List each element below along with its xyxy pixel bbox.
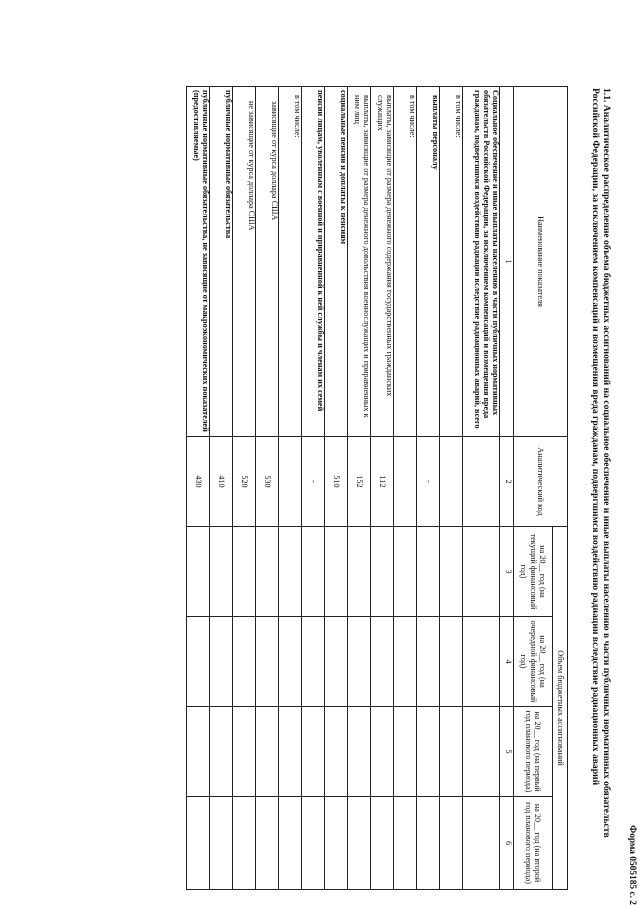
row-value-cell: [440, 617, 463, 707]
row-value-cell: [394, 527, 417, 617]
row-value-cell: [233, 707, 256, 797]
table-row: [279, 87, 302, 890]
row-value-cell: [279, 797, 302, 890]
row-indicator-name: Социальное обеспечение и иные выплаты населению в части публичных нормативных обязательств Российской Федерации, за исключением компенсаций и возмещения вреда гражданам, подвергшимся воздействию радиации вследствие радиационных аварий, всего: [463, 87, 500, 437]
table-row: [463, 87, 500, 890]
row-value-cell: [279, 527, 302, 617]
row-value-cell: [394, 707, 417, 797]
row-value-cell: [302, 617, 325, 707]
row-indicator-name: пенсии лицам, уволенным с военной и приравненной к ней службы и членам их семей: [302, 87, 325, 437]
row-indicator-name: социальные пенсии и доплаты к пенсиям: [325, 87, 348, 437]
row-value-cell: [210, 707, 233, 797]
section-caption: 1.1. Аналитическое распределение объема бюджетных ассигнований на социальное обеспечение и иные выплаты населению в части публичных нормативных обязательств Российской Федерации, за исключением компенсаций и возмещения вреда гражданам, подвергшимся воздействию радиации вследствие радиационных аварий: [589, 88, 612, 838]
header-indicator-name: Наименование показателя: [514, 87, 568, 437]
row-value-cell: [256, 797, 279, 890]
row-analytical-code: [279, 437, 302, 527]
row-value-cell: [279, 617, 302, 707]
row-value-cell: [394, 797, 417, 890]
row-value-cell: [233, 797, 256, 890]
row-value-cell: [302, 707, 325, 797]
row-value-cell: [463, 527, 500, 617]
table-row: [394, 87, 417, 890]
table-body: [187, 87, 500, 890]
row-value-cell: [256, 617, 279, 707]
header-col4: на 20__ год (на очередной финансовый год): [514, 617, 553, 707]
table-row: [210, 87, 233, 890]
row-indicator-name: публичные нормативные обязательства: [210, 87, 233, 437]
table-row: [371, 87, 394, 890]
row-indicator-name: в том числе:: [394, 87, 417, 437]
row-analytical-code: -: [417, 437, 440, 527]
row-indicator-name: выплаты, зависящие от размера денежного довольствия военнослужащих и приравненных к ним лиц: [348, 87, 371, 437]
row-value-cell: [463, 797, 500, 890]
row-analytical-code: [440, 437, 463, 527]
table-row: [417, 87, 440, 890]
row-analytical-code: [394, 437, 417, 527]
row-indicator-name: не зависящие от курса доллара США: [233, 87, 256, 437]
row-value-cell: [187, 797, 210, 890]
row-value-cell: [417, 527, 440, 617]
row-value-cell: [210, 527, 233, 617]
row-value-cell: [325, 707, 348, 797]
row-value-cell: [187, 527, 210, 617]
row-value-cell: [371, 527, 394, 617]
table-row: [348, 87, 371, 890]
column-number: 4: [500, 617, 514, 707]
row-value-cell: [348, 707, 371, 797]
row-value-cell: [348, 527, 371, 617]
row-value-cell: [279, 707, 302, 797]
row-value-cell: [348, 617, 371, 707]
row-indicator-name: выплаты, зависящие от размера денежного содержания государственных гражданских служащих: [371, 87, 394, 437]
column-number: 2: [500, 437, 514, 527]
table-row: [256, 87, 279, 890]
row-analytical-code: 430: [187, 437, 210, 527]
row-indicator-name: в том числе:: [440, 87, 463, 437]
header-col5: на 20__ год (на первый год планового периода): [514, 707, 553, 797]
row-value-cell: [233, 617, 256, 707]
row-indicator-name: публичные нормативные обязательства, не зависящие от макроэкономических показателей (предоставляемые): [187, 87, 210, 437]
row-value-cell: [210, 617, 233, 707]
row-indicator-name: в том числе:: [279, 87, 302, 437]
column-number: 6: [500, 797, 514, 890]
row-indicator-name: выплаты персоналу: [417, 87, 440, 437]
header-col3: на 20__ год (на текущий финансовый год): [514, 527, 553, 617]
row-analytical-code: 530: [256, 437, 279, 527]
row-analytical-code: -: [302, 437, 325, 527]
row-value-cell: [302, 527, 325, 617]
row-value-cell: [256, 527, 279, 617]
row-value-cell: [417, 797, 440, 890]
header-analytical-code: Аналитический код: [514, 437, 568, 527]
row-value-cell: [463, 707, 500, 797]
column-number: 3: [500, 527, 514, 617]
row-analytical-code: 410: [210, 437, 233, 527]
row-value-cell: [440, 527, 463, 617]
table-row: [302, 87, 325, 890]
row-analytical-code: 510: [325, 437, 348, 527]
row-value-cell: [394, 617, 417, 707]
allocation-table: [186, 86, 568, 890]
row-analytical-code: 112: [371, 437, 394, 527]
row-value-cell: [463, 617, 500, 707]
row-value-cell: [371, 617, 394, 707]
column-number: 5: [500, 707, 514, 797]
column-number: 1: [500, 87, 514, 437]
table-row: [325, 87, 348, 890]
row-analytical-code: 520: [233, 437, 256, 527]
row-analytical-code: [463, 437, 500, 527]
row-value-cell: [210, 797, 233, 890]
form-label: Форма 0505185 с. 2: [627, 825, 637, 905]
row-value-cell: [371, 707, 394, 797]
header-col6: на 20__ год (на второй год планового периода): [514, 797, 553, 890]
column-number-row: [500, 87, 514, 890]
row-value-cell: [325, 617, 348, 707]
row-value-cell: [325, 527, 348, 617]
row-value-cell: [187, 707, 210, 797]
table-row: [187, 87, 210, 890]
row-indicator-name: зависящие от курса доллара США: [256, 87, 279, 437]
header-volume-group: Объем бюджетных ассигнований: [553, 527, 568, 890]
row-value-cell: [440, 707, 463, 797]
row-value-cell: [417, 707, 440, 797]
row-value-cell: [417, 617, 440, 707]
row-value-cell: [187, 617, 210, 707]
table-row: [233, 87, 256, 890]
row-value-cell: [325, 797, 348, 890]
row-value-cell: [371, 797, 394, 890]
row-value-cell: [348, 797, 371, 890]
row-value-cell: [256, 707, 279, 797]
row-value-cell: [233, 527, 256, 617]
row-value-cell: [302, 797, 325, 890]
table-row: [440, 87, 463, 890]
row-analytical-code: 152: [348, 437, 371, 527]
row-value-cell: [440, 797, 463, 890]
